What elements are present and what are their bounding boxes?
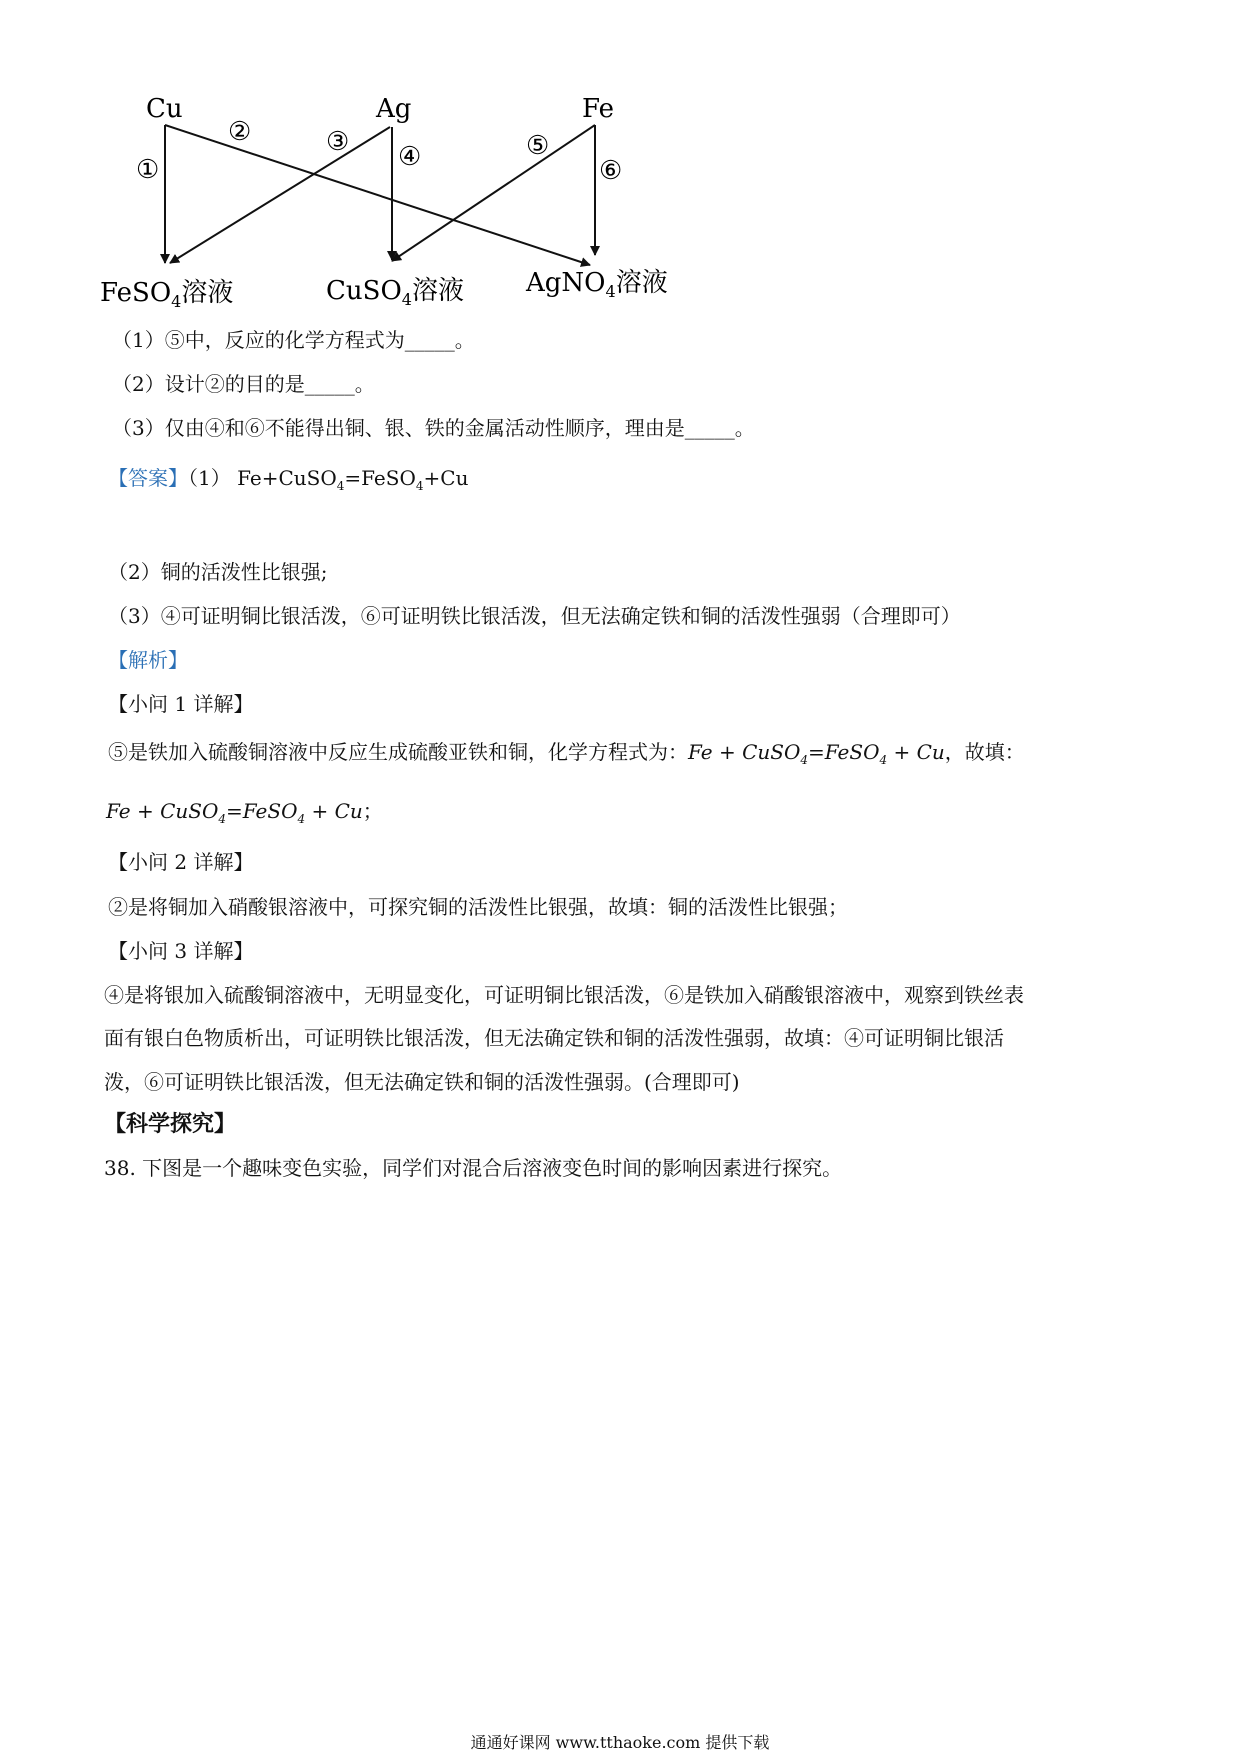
- analysis-q2-title: 【小问 2 详解】: [108, 850, 254, 874]
- analysis-q1-sentence: ⑤是铁加入硫酸铜溶液中反应生成硫酸亚铁和铜，化学方程式为：: [108, 740, 688, 764]
- answer-3: （3）④可证明铜比银活泼，⑥可证明铁比银活泼，但无法确定铁和铜的活泼性强弱（合理即可）: [108, 604, 961, 628]
- arrow-5: [392, 125, 595, 261]
- analysis-q1-equation: Fe + CuSO$_4$=FeSO$_4$ + Cu: [688, 740, 945, 767]
- analysis-q1-text: [108, 738, 1240, 774]
- answer-1-sub2: 4: [415, 479, 424, 493]
- analysis-q1-tail: ，故填：: [944, 740, 1025, 764]
- analysis-q3-line3: 泼，⑥可证明铁比银活泼，但无法确定铁和铜的活泼性强弱。(合理即可): [104, 1070, 740, 1094]
- section-title: 【科学探究】: [104, 1111, 237, 1137]
- solution-feso4: FeSO$_4$溶液: [100, 278, 234, 311]
- arrow-3: [170, 127, 390, 263]
- analysis-q2-text: ②是将铜加入硝酸银溶液中，可探究铜的活泼性比银强，故填：铜的活泼性比银强；: [108, 895, 848, 919]
- metal-ag-label: Ag: [376, 95, 412, 124]
- answer-1-sub1: 4: [336, 479, 345, 493]
- analysis-q3-line2: 面有银白色物质析出，可证明铁比银活泼，但无法确定铁和铜的活泼性强弱，故填：④可证明铜比银活: [104, 1026, 1004, 1050]
- arrow-label-1: ①: [136, 155, 160, 185]
- answer-tag: 【答案】: [108, 466, 188, 490]
- arrow-label-4: ④: [398, 142, 422, 172]
- arrow-label-3: ③: [326, 127, 350, 157]
- analysis-q1-answer: [106, 797, 1240, 833]
- arrow-label-5: ⑤: [526, 131, 550, 161]
- metal-cu-label: Cu: [146, 95, 183, 124]
- answer-2: （2）铜的活泼性比银强;: [108, 560, 328, 584]
- arrow-label-2: ②: [228, 117, 252, 147]
- analysis-q3-line1: ④是将银加入硫酸铜溶液中，无明显变化，可证明铜比银活泼，⑥是铁加入硝酸银溶液中，观察到铁丝表: [104, 983, 1024, 1007]
- answer-1-eq-a: （1） Fe+CuSO: [188, 466, 337, 490]
- analysis-q1-title: 【小问 1 详解】: [108, 692, 254, 716]
- answer-1-eq-c: +Cu: [423, 466, 469, 490]
- analysis-q3-title: 【小问 3 详解】: [108, 939, 254, 963]
- question-3: （3）仅由④和⑥不能得出铜、银、铁的金属活动性顺序，理由是_____。: [112, 416, 755, 440]
- arrow-label-6: ⑥: [599, 156, 623, 186]
- question-2: （2）设计②的目的是_____。: [112, 372, 375, 396]
- metal-activity-diagram: [100, 95, 780, 355]
- answer-1: [108, 464, 1240, 500]
- question-1: （1）⑤中，反应的化学方程式为_____。: [112, 328, 475, 352]
- page-footer: 通通好课网 www.tthaoke.com 提供下载: [470, 1733, 770, 1752]
- metal-fe-label: Fe: [582, 95, 615, 124]
- solution-agno4: AgNO$_4$溶液: [526, 268, 668, 301]
- analysis-tag: 【解析】: [108, 648, 188, 672]
- question-38: 38. 下图是一个趣味变色实验，同学们对混合后溶液变色时间的影响因素进行探究。: [104, 1156, 843, 1180]
- answer-1-eq-b: =FeSO: [344, 466, 416, 490]
- solution-cuso4: CuSO$_4$溶液: [326, 276, 464, 309]
- analysis-q1-equation-2: Fe + CuSO$_4$=FeSO$_4$ + Cu: [106, 799, 363, 826]
- analysis-q1-end: ；: [362, 799, 383, 823]
